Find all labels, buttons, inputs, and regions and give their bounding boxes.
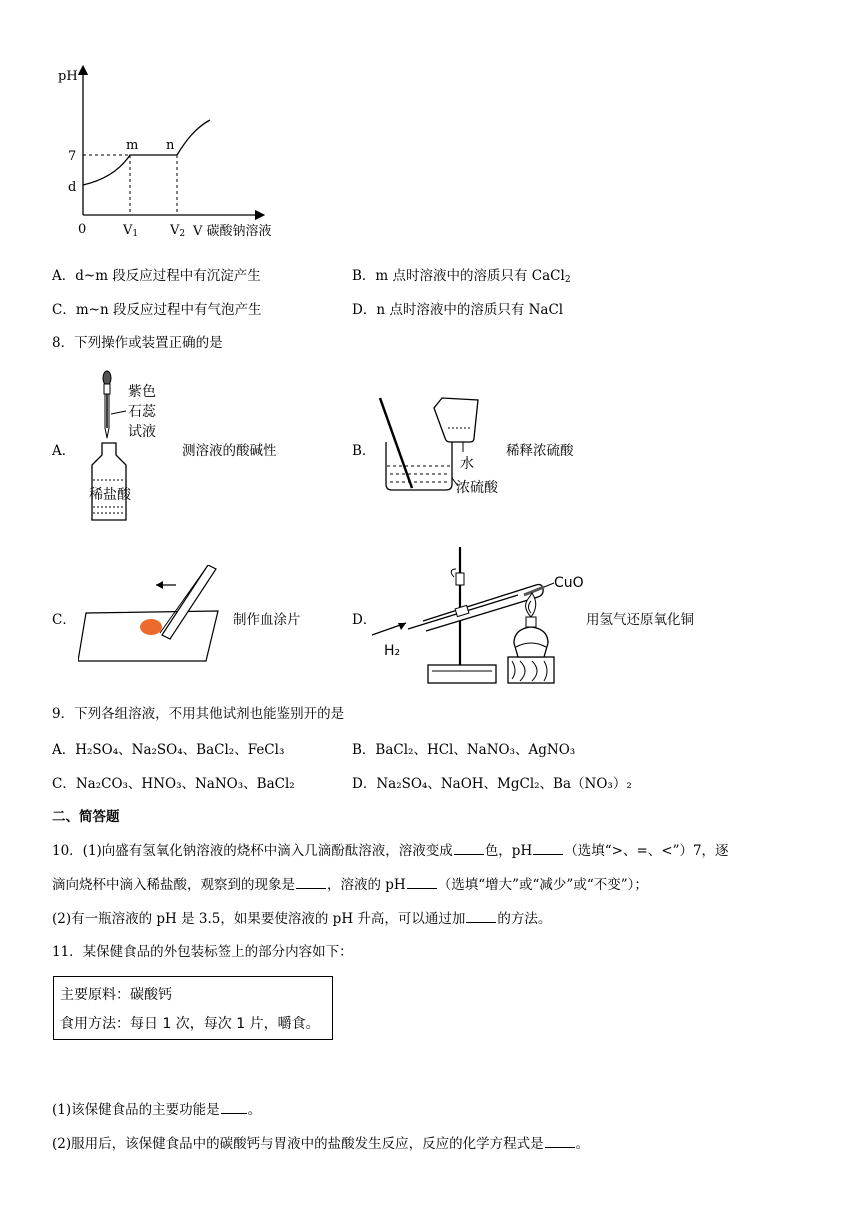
y-tick-d: d: [68, 180, 77, 195]
q11-sub-2: (2)服用后，该保健食品中的碳酸钙与胃液中的盐酸发生反应，反应的化学方程式是 。: [52, 1136, 590, 1152]
q9-option-b: B．BaCl₂、HCl、NaNO₃、AgNO₃: [352, 742, 576, 758]
q7-option-b: B．m 点时溶液中的溶质只有 CaCl$_2$: [352, 268, 571, 285]
q9-option-a: A．H₂SO₄、Na₂SO₄、BaCl₂、FeCl₃: [52, 742, 285, 758]
q7-option-d: D．n 点时溶液中的溶质只有 NaCl: [352, 302, 564, 318]
origin-label: 0: [78, 222, 87, 237]
dilution-diagram: [372, 390, 507, 500]
q8-letter-a: A．: [52, 443, 76, 459]
pouring-beaker: [434, 398, 478, 442]
point-m: m: [126, 138, 139, 153]
product-label-box: [53, 976, 333, 1040]
q7-option-a: A．d~m 段反应过程中有沉淀产生: [52, 268, 261, 284]
q9-stem: 9．下列各组溶液，不用其他试剂也能鉴别开的是: [52, 706, 345, 722]
reagent-label-2: 石蕊: [128, 404, 156, 420]
x-tick-v1: V1: [123, 223, 139, 239]
glass-slide: [78, 611, 218, 661]
y-axis-label: pH: [58, 69, 78, 84]
q8-stem: 8．下列操作或装置正确的是: [52, 335, 223, 351]
q11-stem: 11．某保健食品的外包装标签上的部分内容如下：: [52, 944, 353, 960]
q8-letter-d: D．: [352, 612, 377, 628]
cuo-label: CuO: [554, 575, 584, 591]
reagent-label-1: 紫色: [128, 384, 156, 400]
q8-letter-c: C．: [52, 612, 76, 628]
water-label: 水: [460, 456, 474, 472]
blood-drop: [140, 619, 162, 635]
answer-blank[interactable]: [296, 876, 326, 889]
point-n: n: [166, 138, 175, 153]
q10-line-2: 滴向烧杯中滴入稀盐酸，观察到的现象是 ，溶液的 pH （选填“增大”或“减少”或“不变”）；: [52, 877, 648, 893]
answer-blank[interactable]: [407, 876, 437, 889]
section-heading: 二、简答题: [52, 809, 120, 825]
q10-line-3: (2)有一瓶溶液的 pH 是 3.5，如果要使溶液的 pH 升高，可以通过加 的方法。: [52, 911, 552, 927]
test-tube: [423, 585, 543, 632]
dropper-bulb: [103, 371, 111, 385]
q11-sub-1: (1)该保健食品的主要功能是 。: [52, 1102, 262, 1118]
label-line-2: 食用方法：每日 1 次，每次 1 片，嚼食。: [60, 1016, 320, 1032]
x-axis-label: V 碳酸钠溶液: [193, 224, 272, 239]
stand-base: [428, 665, 496, 683]
answer-blank[interactable]: [221, 1101, 247, 1114]
label-line-1: 主要原料：碳酸钙: [60, 987, 172, 1003]
ph-graph: [50, 60, 290, 245]
reagent-label-3: 试液: [128, 424, 156, 440]
bottle-label: 稀盐酸: [89, 487, 131, 503]
dropper-bottle-diagram: [80, 368, 180, 523]
q8-caption-c: 制作血涂片: [233, 612, 301, 628]
q8-caption-a: 测溶液的酸碱性: [182, 443, 277, 459]
q10-line-1: 10．(1)向盛有氢氧化钠溶液的烧杯中滴入几滴酚酞溶液，溶液变成 色，pH （选填“>、=、<”）7，逐: [52, 843, 729, 859]
q9-option-c: C．Na₂CO₃、HNO₃、NaNO₃、BaCl₂: [52, 776, 295, 792]
q9-option-d: D．Na₂SO₄、NaOH、MgCl₂、Ba（NO₃）₂: [352, 776, 632, 792]
bottle: [92, 443, 126, 520]
q7-option-c: C．m~n 段反应过程中有气泡产生: [52, 302, 262, 318]
y-tick-7: 7: [68, 149, 77, 164]
q8-caption-d: 用氢气还原氧化铜: [586, 612, 694, 628]
answer-blank[interactable]: [533, 842, 563, 855]
q8-caption-b: 稀释浓硫酸: [506, 443, 574, 459]
answer-blank[interactable]: [466, 910, 496, 923]
blood-smear-diagram: [78, 565, 228, 665]
alcohol-lamp: [514, 627, 548, 657]
x-tick-v2: V2: [170, 223, 186, 239]
answer-blank[interactable]: [545, 1135, 575, 1148]
ph-curve: [83, 120, 210, 185]
acid-label: 浓硫酸: [456, 480, 498, 496]
hydrogen-reduction-diagram: [368, 543, 588, 688]
answer-blank[interactable]: [454, 842, 484, 855]
q8-letter-b: B．: [352, 443, 376, 459]
h2-label: H₂: [384, 643, 401, 659]
